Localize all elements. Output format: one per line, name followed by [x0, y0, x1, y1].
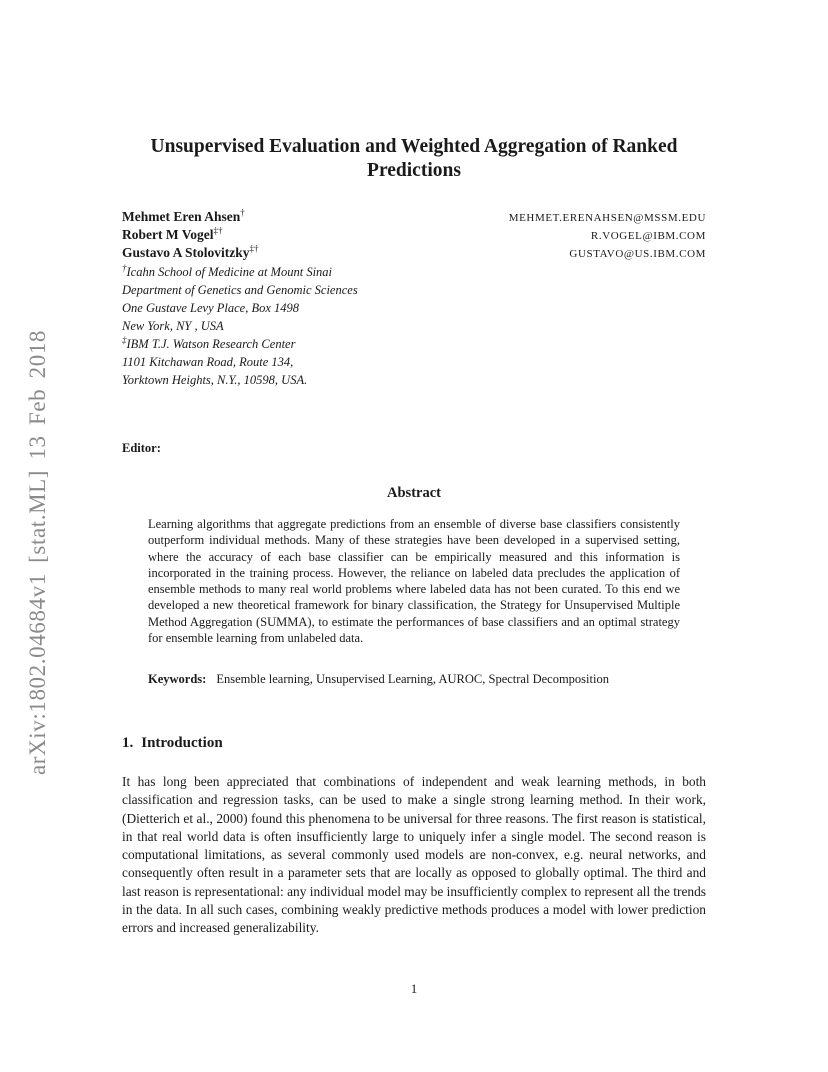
- abstract-text: Learning algorithms that aggregate predictions from an ensemble of diverse base classifiers consistently outperform individual methods. Many of these strategies have been developed in a supervised setting, where the accuracy of each base classifier can be empirically measured and this information is incorporated in the training process. However, the reliance on labeled data precludes the application of ensemble methods to many real world problems where labeled data has not been curated. To this end we developed a new theoretical framework for binary classification, the Strategy for Unsupervised Multiple Method Aggregation (SUMMA), to estimate the performances of base classifiers and an optimal strategy for ensemble learning from unlabeled data.: [148, 517, 680, 646]
- affiliation-line: ‡IBM T.J. Watson Research Center: [122, 334, 296, 351]
- affiliation-line: Department of Genetics and Genomic Sciences: [122, 283, 358, 297]
- affiliations-block: [122, 263, 706, 389]
- affiliation-line: †Icahn School of Medicine at Mount Sinai: [122, 262, 333, 279]
- paper-title: Unsupervised Evaluation and Weighted Aggregation of Ranked Predictions: [150, 136, 678, 181]
- author-row: [122, 226, 706, 244]
- abstract-heading: Abstract: [387, 485, 441, 501]
- arxiv-identifier-stamp: arXiv:1802.04684v1 [stat.ML] 13 Feb 2018: [25, 329, 50, 775]
- affiliation-line: 1101 Kitchawan Road, Route 134,: [122, 355, 294, 369]
- keywords-line: [148, 671, 680, 687]
- author-name: Gustavo A Stolovitzky‡†: [122, 243, 259, 260]
- affiliation-mark: ‡†: [213, 225, 223, 236]
- introduction-paragraph: It has long been appreciated that combinations of independent and weak learning methods, in both classification and regression tasks, can be used to make a single strong learning method. In their work, (Dietterich et al., 2000) found this phenomena to be universal for three reasons. The first reason is statistical, in that real world data is often insufficiently large to uniquely infer a single model. The second reason is computational limitations, as several commonly used models are non-convex, e.g. neural networks, and consequently often result in a parameter sets that are locally as opposed to globally optimal. The third and last reason is representational: any individual model may be insufficiently complex to represent all the trends in the data. In all such cases, combining weakly predictive methods produces a model with lower prediction errors and increased generalizability.: [122, 774, 706, 936]
- author-email[interactable]: R.VOGEL@IBM.COM: [590, 230, 706, 242]
- affiliation-line: One Gustave Levy Place, Box 1498: [122, 301, 300, 315]
- section-heading: [122, 735, 223, 752]
- keywords-label: Keywords:: [148, 672, 207, 686]
- author-name: Robert M Vogel‡†: [122, 225, 223, 242]
- author-row: [122, 244, 706, 262]
- section-title: Introduction: [141, 735, 223, 751]
- page-number: 1: [410, 981, 418, 996]
- author-email[interactable]: GUSTAVO@US.IBM.COM: [569, 248, 706, 260]
- section-number: 1.: [122, 735, 134, 751]
- editor-label: Editor:: [122, 441, 161, 455]
- keywords-text: Ensemble learning, Unsupervised Learning, AUROC, Spectral Decomposition: [216, 672, 609, 686]
- affiliation-mark: †: [240, 207, 245, 218]
- author-name: Mehmet Eren Ahsen†: [122, 207, 245, 224]
- author-email[interactable]: MEHMET.ERENAHSEN@MSSM.EDU: [508, 212, 706, 224]
- author-block: [122, 208, 706, 262]
- author-row: [122, 208, 706, 226]
- affiliation-mark: ‡†: [249, 243, 259, 254]
- affiliation-line: Yorktown Heights, N.Y., 10598, USA.: [122, 373, 308, 387]
- affiliation-line: New York, NY , USA: [122, 319, 224, 333]
